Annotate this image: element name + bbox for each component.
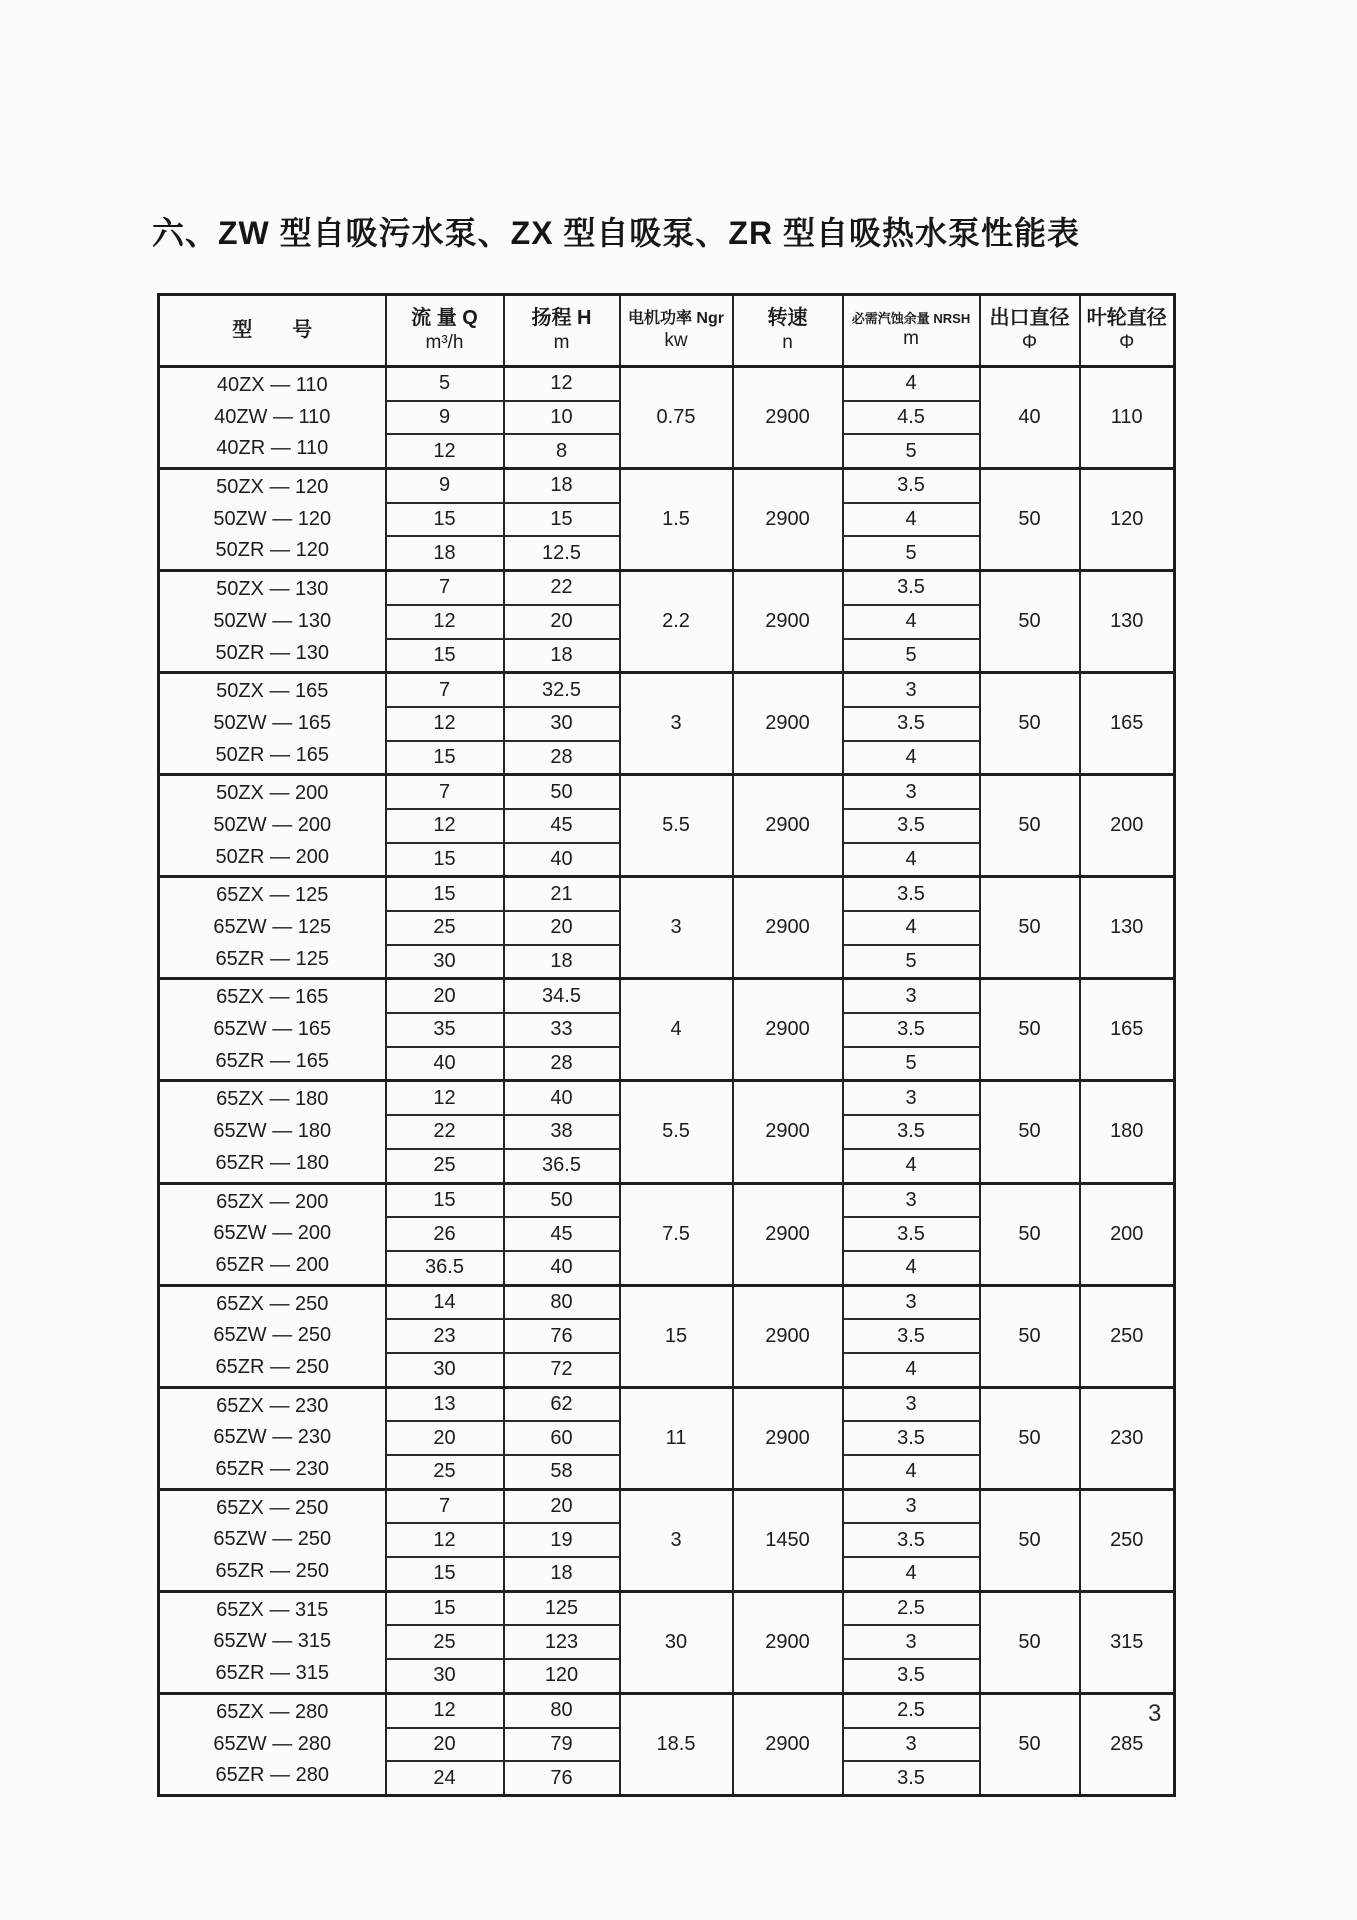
outlet-diameter-cell: 50 — [980, 1081, 1080, 1183]
table-row — [159, 1081, 1175, 1115]
model-name: 65ZW — 125 — [213, 916, 332, 938]
npsh-cell: 4 — [843, 503, 980, 537]
head-cell: 20 — [504, 911, 620, 945]
model-name: 65ZW — 250 — [213, 1528, 332, 1551]
npsh-cell: 3.5 — [843, 877, 980, 911]
impeller-diameter-cell: 315 — [1080, 1591, 1175, 1693]
model-name: 65ZR — 165 — [215, 1049, 329, 1072]
npsh-cell: 3 — [843, 1285, 980, 1319]
head-cell: 30 — [504, 707, 620, 741]
head-cell: 80 — [504, 1285, 620, 1319]
npsh-cell: 4 — [843, 741, 980, 775]
model-name: 65ZR — 280 — [215, 1764, 329, 1787]
head-cell: 58 — [504, 1455, 620, 1489]
flow-cell: 25 — [386, 911, 504, 945]
npsh-cell: 4.5 — [843, 401, 980, 435]
flow-cell: 23 — [386, 1319, 504, 1353]
header-head — [504, 295, 620, 367]
header-impeller-diameter — [1080, 295, 1175, 367]
model-name: 65ZW — 180 — [213, 1120, 332, 1143]
npsh-cell: 3 — [843, 979, 980, 1013]
npsh-cell: 2.5 — [843, 1693, 980, 1727]
impeller-diameter-cell: 250 — [1080, 1285, 1175, 1387]
model-name: 65ZW — 230 — [213, 1426, 332, 1449]
flow-cell: 24 — [386, 1761, 504, 1795]
head-cell: 62 — [504, 1387, 620, 1421]
impeller-diameter-cell: 230 — [1080, 1387, 1175, 1489]
flow-cell: 20 — [386, 979, 504, 1013]
npsh-cell: 4 — [843, 1251, 980, 1285]
head-cell: 22 — [504, 571, 620, 605]
table-row — [159, 1387, 1175, 1421]
model-name: 65ZR — 250 — [215, 1560, 329, 1583]
model-cell — [159, 1387, 386, 1489]
model-cell — [159, 1081, 386, 1183]
power-cell: 1.5 — [620, 469, 733, 571]
speed-cell: 2900 — [733, 1081, 843, 1183]
model-name: 50ZW — 165 — [213, 711, 332, 734]
npsh-cell: 3.5 — [843, 1761, 980, 1795]
impeller-diameter-cell: 165 — [1080, 673, 1175, 775]
speed-cell: 2900 — [733, 571, 843, 673]
model-name: 50ZW — 130 — [213, 609, 332, 632]
flow-cell: 35 — [386, 1013, 504, 1047]
power-cell: 0.75 — [620, 367, 733, 469]
pump-performance-table — [157, 293, 1176, 1797]
model-name: 65ZX — 165 — [216, 986, 329, 1009]
table-row — [159, 775, 1175, 809]
head-cell: 32.5 — [504, 673, 620, 707]
flow-cell: 40 — [386, 1047, 504, 1081]
npsh-cell: 5 — [843, 945, 980, 979]
head-cell: 33 — [504, 1013, 620, 1047]
npsh-cell: 4 — [843, 1557, 980, 1591]
npsh-cell: 4 — [843, 605, 980, 639]
head-cell: 60 — [504, 1421, 620, 1455]
flow-cell: 15 — [386, 1591, 504, 1625]
npsh-cell: 3.5 — [843, 809, 980, 843]
power-cell: 5.5 — [620, 775, 733, 877]
flow-cell: 9 — [386, 401, 504, 435]
model-cell — [159, 1285, 386, 1387]
npsh-cell: 3.5 — [843, 1319, 980, 1353]
npsh-cell: 4 — [843, 1455, 980, 1489]
head-cell: 12.5 — [504, 536, 620, 570]
speed-cell: 2900 — [733, 1183, 843, 1285]
model-name: 65ZX — 250 — [216, 1496, 329, 1519]
power-cell: 3 — [620, 1489, 733, 1591]
power-cell: 5.5 — [620, 1081, 733, 1183]
model-cell — [159, 1183, 386, 1285]
model-cell — [159, 571, 386, 673]
npsh-cell: 4 — [843, 367, 980, 401]
model-name: 65ZX — 250 — [216, 1292, 329, 1315]
flow-cell: 7 — [386, 673, 504, 707]
model-name: 65ZW — 280 — [213, 1732, 332, 1755]
model-cell — [159, 979, 386, 1081]
page-title: 六、ZW 型自吸污水泵、ZX 型自吸泵、ZR 型自吸热水泵性能表 — [152, 215, 1080, 251]
npsh-cell: 5 — [843, 536, 980, 570]
impeller-diameter-cell: 165 — [1080, 979, 1175, 1081]
flow-cell: 12 — [386, 707, 504, 741]
table-header — [159, 295, 1175, 367]
model-name: 50ZR — 120 — [215, 539, 329, 562]
npsh-cell: 3 — [843, 1625, 980, 1659]
flow-cell: 20 — [386, 1421, 504, 1455]
outlet-diameter-cell: 50 — [980, 1693, 1080, 1795]
head-cell: 20 — [504, 605, 620, 639]
table-row — [159, 1693, 1175, 1727]
npsh-cell: 3.5 — [843, 571, 980, 605]
model-name: 65ZX — 280 — [216, 1700, 329, 1723]
header-npsh — [843, 295, 980, 367]
header-outlet-diameter — [980, 295, 1080, 367]
header-speed-unit: n — [782, 332, 793, 354]
flow-cell: 25 — [386, 1149, 504, 1183]
model-name: 50ZR — 130 — [215, 641, 329, 664]
model-name: 65ZR — 250 — [215, 1355, 329, 1378]
outlet-diameter-cell: 50 — [980, 1183, 1080, 1285]
impeller-diameter-cell: 180 — [1080, 1081, 1175, 1183]
header-power-unit: kw — [664, 329, 688, 351]
table-body — [159, 367, 1175, 1796]
head-cell: 18 — [504, 945, 620, 979]
npsh-cell: 3.5 — [843, 1013, 980, 1047]
flow-cell: 12 — [386, 1081, 504, 1115]
model-name: 65ZX — 315 — [216, 1598, 329, 1621]
flow-cell: 15 — [386, 503, 504, 537]
flow-cell: 15 — [386, 1183, 504, 1217]
head-cell: 45 — [504, 1217, 620, 1251]
speed-cell: 2900 — [733, 673, 843, 775]
header-model-label: 型 号 — [232, 319, 313, 341]
npsh-cell: 3.5 — [843, 1115, 980, 1149]
head-cell: 40 — [504, 843, 620, 877]
head-cell: 80 — [504, 1693, 620, 1727]
flow-cell: 36.5 — [386, 1251, 504, 1285]
head-cell: 28 — [504, 741, 620, 775]
impeller-diameter-cell: 200 — [1080, 775, 1175, 877]
npsh-cell: 3.5 — [843, 1217, 980, 1251]
flow-cell: 7 — [386, 571, 504, 605]
model-name: 65ZR — 200 — [215, 1253, 329, 1276]
header-speed-label: 转速 — [767, 307, 808, 330]
power-cell: 2.2 — [620, 571, 733, 673]
model-name: 65ZX — 200 — [216, 1190, 329, 1213]
speed-cell: 2900 — [733, 1285, 843, 1387]
flow-cell: 15 — [386, 741, 504, 775]
head-cell: 38 — [504, 1115, 620, 1149]
speed-cell: 2900 — [733, 979, 843, 1081]
outlet-diameter-cell: 50 — [980, 1591, 1080, 1693]
impeller-diameter-cell: 130 — [1080, 877, 1175, 979]
table-row — [159, 1591, 1175, 1625]
model-name: 65ZR — 315 — [215, 1662, 329, 1685]
outlet-diameter-cell: 50 — [980, 877, 1080, 979]
speed-cell: 2900 — [733, 877, 843, 979]
flow-cell: 20 — [386, 1728, 504, 1762]
model-name: 40ZX — 110 — [216, 374, 328, 396]
flow-cell: 7 — [386, 1489, 504, 1523]
npsh-cell: 4 — [843, 1353, 980, 1387]
outlet-diameter-cell: 40 — [980, 367, 1080, 469]
npsh-cell: 3 — [843, 1387, 980, 1421]
npsh-cell: 5 — [843, 434, 980, 468]
model-name: 40ZR — 110 — [216, 437, 329, 460]
flow-cell: 12 — [386, 1693, 504, 1727]
header-outlet-label: 出口直径 — [989, 307, 1070, 330]
power-cell: 15 — [620, 1285, 733, 1387]
power-cell: 30 — [620, 1591, 733, 1693]
model-name: 65ZW — 165 — [213, 1018, 332, 1041]
model-name: 50ZX — 130 — [216, 578, 329, 601]
head-cell: 79 — [504, 1728, 620, 1762]
model-name: 65ZW — 200 — [213, 1222, 332, 1245]
header-npsh-unit: m — [903, 327, 919, 349]
npsh-cell: 3 — [843, 1081, 980, 1115]
header-npsh-label: 必需汽蚀余量 NRSH — [851, 310, 971, 326]
speed-cell: 1450 — [733, 1489, 843, 1591]
flow-cell: 12 — [386, 434, 504, 468]
power-cell: 11 — [620, 1387, 733, 1489]
head-cell: 21 — [504, 877, 620, 911]
flow-cell: 26 — [386, 1217, 504, 1251]
flow-cell: 5 — [386, 367, 504, 401]
model-name: 50ZW — 200 — [213, 813, 332, 836]
npsh-cell: 3.5 — [843, 707, 980, 741]
head-cell: 40 — [504, 1081, 620, 1115]
npsh-cell: 4 — [843, 911, 980, 945]
speed-cell: 2900 — [733, 775, 843, 877]
flow-cell: 12 — [386, 809, 504, 843]
npsh-cell: 2.5 — [843, 1591, 980, 1625]
model-name: 50ZX — 120 — [216, 476, 329, 499]
model-name: 65ZW — 250 — [213, 1324, 332, 1347]
head-cell: 18 — [504, 1557, 620, 1591]
header-model — [159, 295, 386, 367]
power-cell: 3 — [620, 673, 733, 775]
speed-cell: 2900 — [733, 367, 843, 469]
header-outlet-unit: Φ — [1021, 332, 1038, 354]
flow-cell: 30 — [386, 1353, 504, 1387]
flow-cell: 14 — [386, 1285, 504, 1319]
npsh-cell: 3.5 — [843, 1659, 980, 1693]
flow-cell: 12 — [386, 605, 504, 639]
speed-cell: 2900 — [733, 1591, 843, 1693]
flow-cell: 12 — [386, 1523, 504, 1557]
head-cell: 120 — [504, 1659, 620, 1693]
model-cell — [159, 1489, 386, 1591]
header-head-unit: m — [553, 332, 570, 354]
npsh-cell: 4 — [843, 843, 980, 877]
speed-cell: 2900 — [733, 1693, 843, 1795]
npsh-cell: 3 — [843, 1183, 980, 1217]
outlet-diameter-cell: 50 — [980, 1489, 1080, 1591]
impeller-diameter-cell: 200 — [1080, 1183, 1175, 1285]
power-cell: 7.5 — [620, 1183, 733, 1285]
model-cell — [159, 1693, 386, 1795]
model-cell — [159, 775, 386, 877]
head-cell: 19 — [504, 1523, 620, 1557]
flow-cell: 15 — [386, 877, 504, 911]
outlet-diameter-cell: 50 — [980, 469, 1080, 571]
model-name: 50ZX — 200 — [216, 782, 329, 805]
header-power — [620, 295, 733, 367]
speed-cell: 2900 — [733, 1387, 843, 1489]
table-row — [159, 1183, 1175, 1217]
head-cell: 15 — [504, 503, 620, 537]
flow-cell: 15 — [386, 843, 504, 877]
npsh-cell: 5 — [843, 639, 980, 673]
table-row — [159, 367, 1175, 401]
flow-cell: 7 — [386, 775, 504, 809]
header-flow-label: 流 量 Q — [411, 307, 478, 330]
flow-cell: 13 — [386, 1387, 504, 1421]
model-cell — [159, 367, 386, 469]
head-cell: 36.5 — [504, 1149, 620, 1183]
flow-cell: 30 — [386, 1659, 504, 1693]
head-cell: 18 — [504, 469, 620, 503]
header-impeller-unit: Φ — [1119, 332, 1135, 354]
head-cell: 18 — [504, 639, 620, 673]
model-name: 65ZR — 230 — [215, 1458, 329, 1480]
npsh-cell: 5 — [843, 1047, 980, 1081]
head-cell: 45 — [504, 809, 620, 843]
table-row — [159, 673, 1175, 707]
table-row — [159, 469, 1175, 503]
flow-cell: 15 — [386, 639, 504, 673]
outlet-diameter-cell: 50 — [980, 571, 1080, 673]
power-cell: 3 — [620, 877, 733, 979]
head-cell: 72 — [504, 1353, 620, 1387]
head-cell: 76 — [504, 1761, 620, 1795]
header-power-label: 电机功率 Ngr — [627, 309, 724, 327]
model-cell — [159, 877, 386, 979]
head-cell: 125 — [504, 1591, 620, 1625]
model-name: 50ZX — 165 — [216, 680, 329, 703]
head-cell: 50 — [504, 775, 620, 809]
header-impeller-label: 叶轮直径 — [1086, 307, 1167, 330]
table-row — [159, 979, 1175, 1013]
model-name: 65ZR — 180 — [215, 1151, 329, 1174]
head-cell: 8 — [504, 434, 620, 468]
table-row — [159, 1285, 1175, 1319]
head-cell: 40 — [504, 1251, 620, 1285]
power-cell: 18.5 — [620, 1693, 733, 1795]
flow-cell: 18 — [386, 536, 504, 570]
impeller-diameter-cell: 285 — [1080, 1693, 1175, 1795]
flow-cell: 30 — [386, 945, 504, 979]
npsh-cell: 3.5 — [843, 469, 980, 503]
header-head-label: 扬程 H — [531, 307, 592, 330]
head-cell: 28 — [504, 1047, 620, 1081]
npsh-cell: 3.5 — [843, 1523, 980, 1557]
model-cell — [159, 673, 386, 775]
flow-cell: 9 — [386, 469, 504, 503]
flow-cell: 15 — [386, 1557, 504, 1591]
npsh-cell: 3 — [843, 1489, 980, 1523]
head-cell: 10 — [504, 401, 620, 435]
flow-cell: 22 — [386, 1115, 504, 1149]
npsh-cell: 3.5 — [843, 1421, 980, 1455]
head-cell: 123 — [504, 1625, 620, 1659]
header-flow — [386, 295, 504, 367]
impeller-diameter-cell: 130 — [1080, 571, 1175, 673]
table-row — [159, 877, 1175, 911]
page-number: 3 — [1148, 1700, 1162, 1727]
head-cell: 34.5 — [504, 979, 620, 1013]
model-cell — [159, 1591, 386, 1693]
model-name: 65ZW — 315 — [213, 1630, 332, 1653]
head-cell: 50 — [504, 1183, 620, 1217]
model-name: 50ZR — 200 — [215, 845, 329, 868]
npsh-cell: 3 — [843, 673, 980, 707]
table-row — [159, 1489, 1175, 1523]
model-name: 65ZX — 230 — [216, 1394, 329, 1417]
model-name: 50ZR — 165 — [215, 743, 329, 766]
outlet-diameter-cell: 50 — [980, 1285, 1080, 1387]
outlet-diameter-cell: 50 — [980, 775, 1080, 877]
model-name: 50ZW — 120 — [213, 507, 332, 530]
model-name: 65ZX — 125 — [216, 884, 329, 907]
impeller-diameter-cell: 250 — [1080, 1489, 1175, 1591]
npsh-cell: 3 — [843, 1728, 980, 1762]
header-speed — [733, 295, 843, 367]
head-cell: 20 — [504, 1489, 620, 1523]
outlet-diameter-cell: 50 — [980, 1387, 1080, 1489]
model-name: 40ZW — 110 — [214, 405, 331, 428]
table-row — [159, 571, 1175, 605]
header-flow-unit: m³/h — [425, 332, 464, 354]
model-name: 65ZX — 180 — [216, 1088, 329, 1111]
impeller-diameter-cell: 110 — [1080, 367, 1175, 469]
speed-cell: 2900 — [733, 469, 843, 571]
model-cell — [159, 469, 386, 571]
flow-cell: 25 — [386, 1625, 504, 1659]
npsh-cell: 3 — [843, 775, 980, 809]
npsh-cell: 4 — [843, 1149, 980, 1183]
head-cell: 76 — [504, 1319, 620, 1353]
impeller-diameter-cell: 120 — [1080, 469, 1175, 571]
power-cell: 4 — [620, 979, 733, 1081]
model-name: 65ZR — 125 — [215, 947, 329, 970]
flow-cell: 25 — [386, 1455, 504, 1489]
outlet-diameter-cell: 50 — [980, 673, 1080, 775]
head-cell: 12 — [504, 367, 620, 401]
outlet-diameter-cell: 50 — [980, 979, 1080, 1081]
